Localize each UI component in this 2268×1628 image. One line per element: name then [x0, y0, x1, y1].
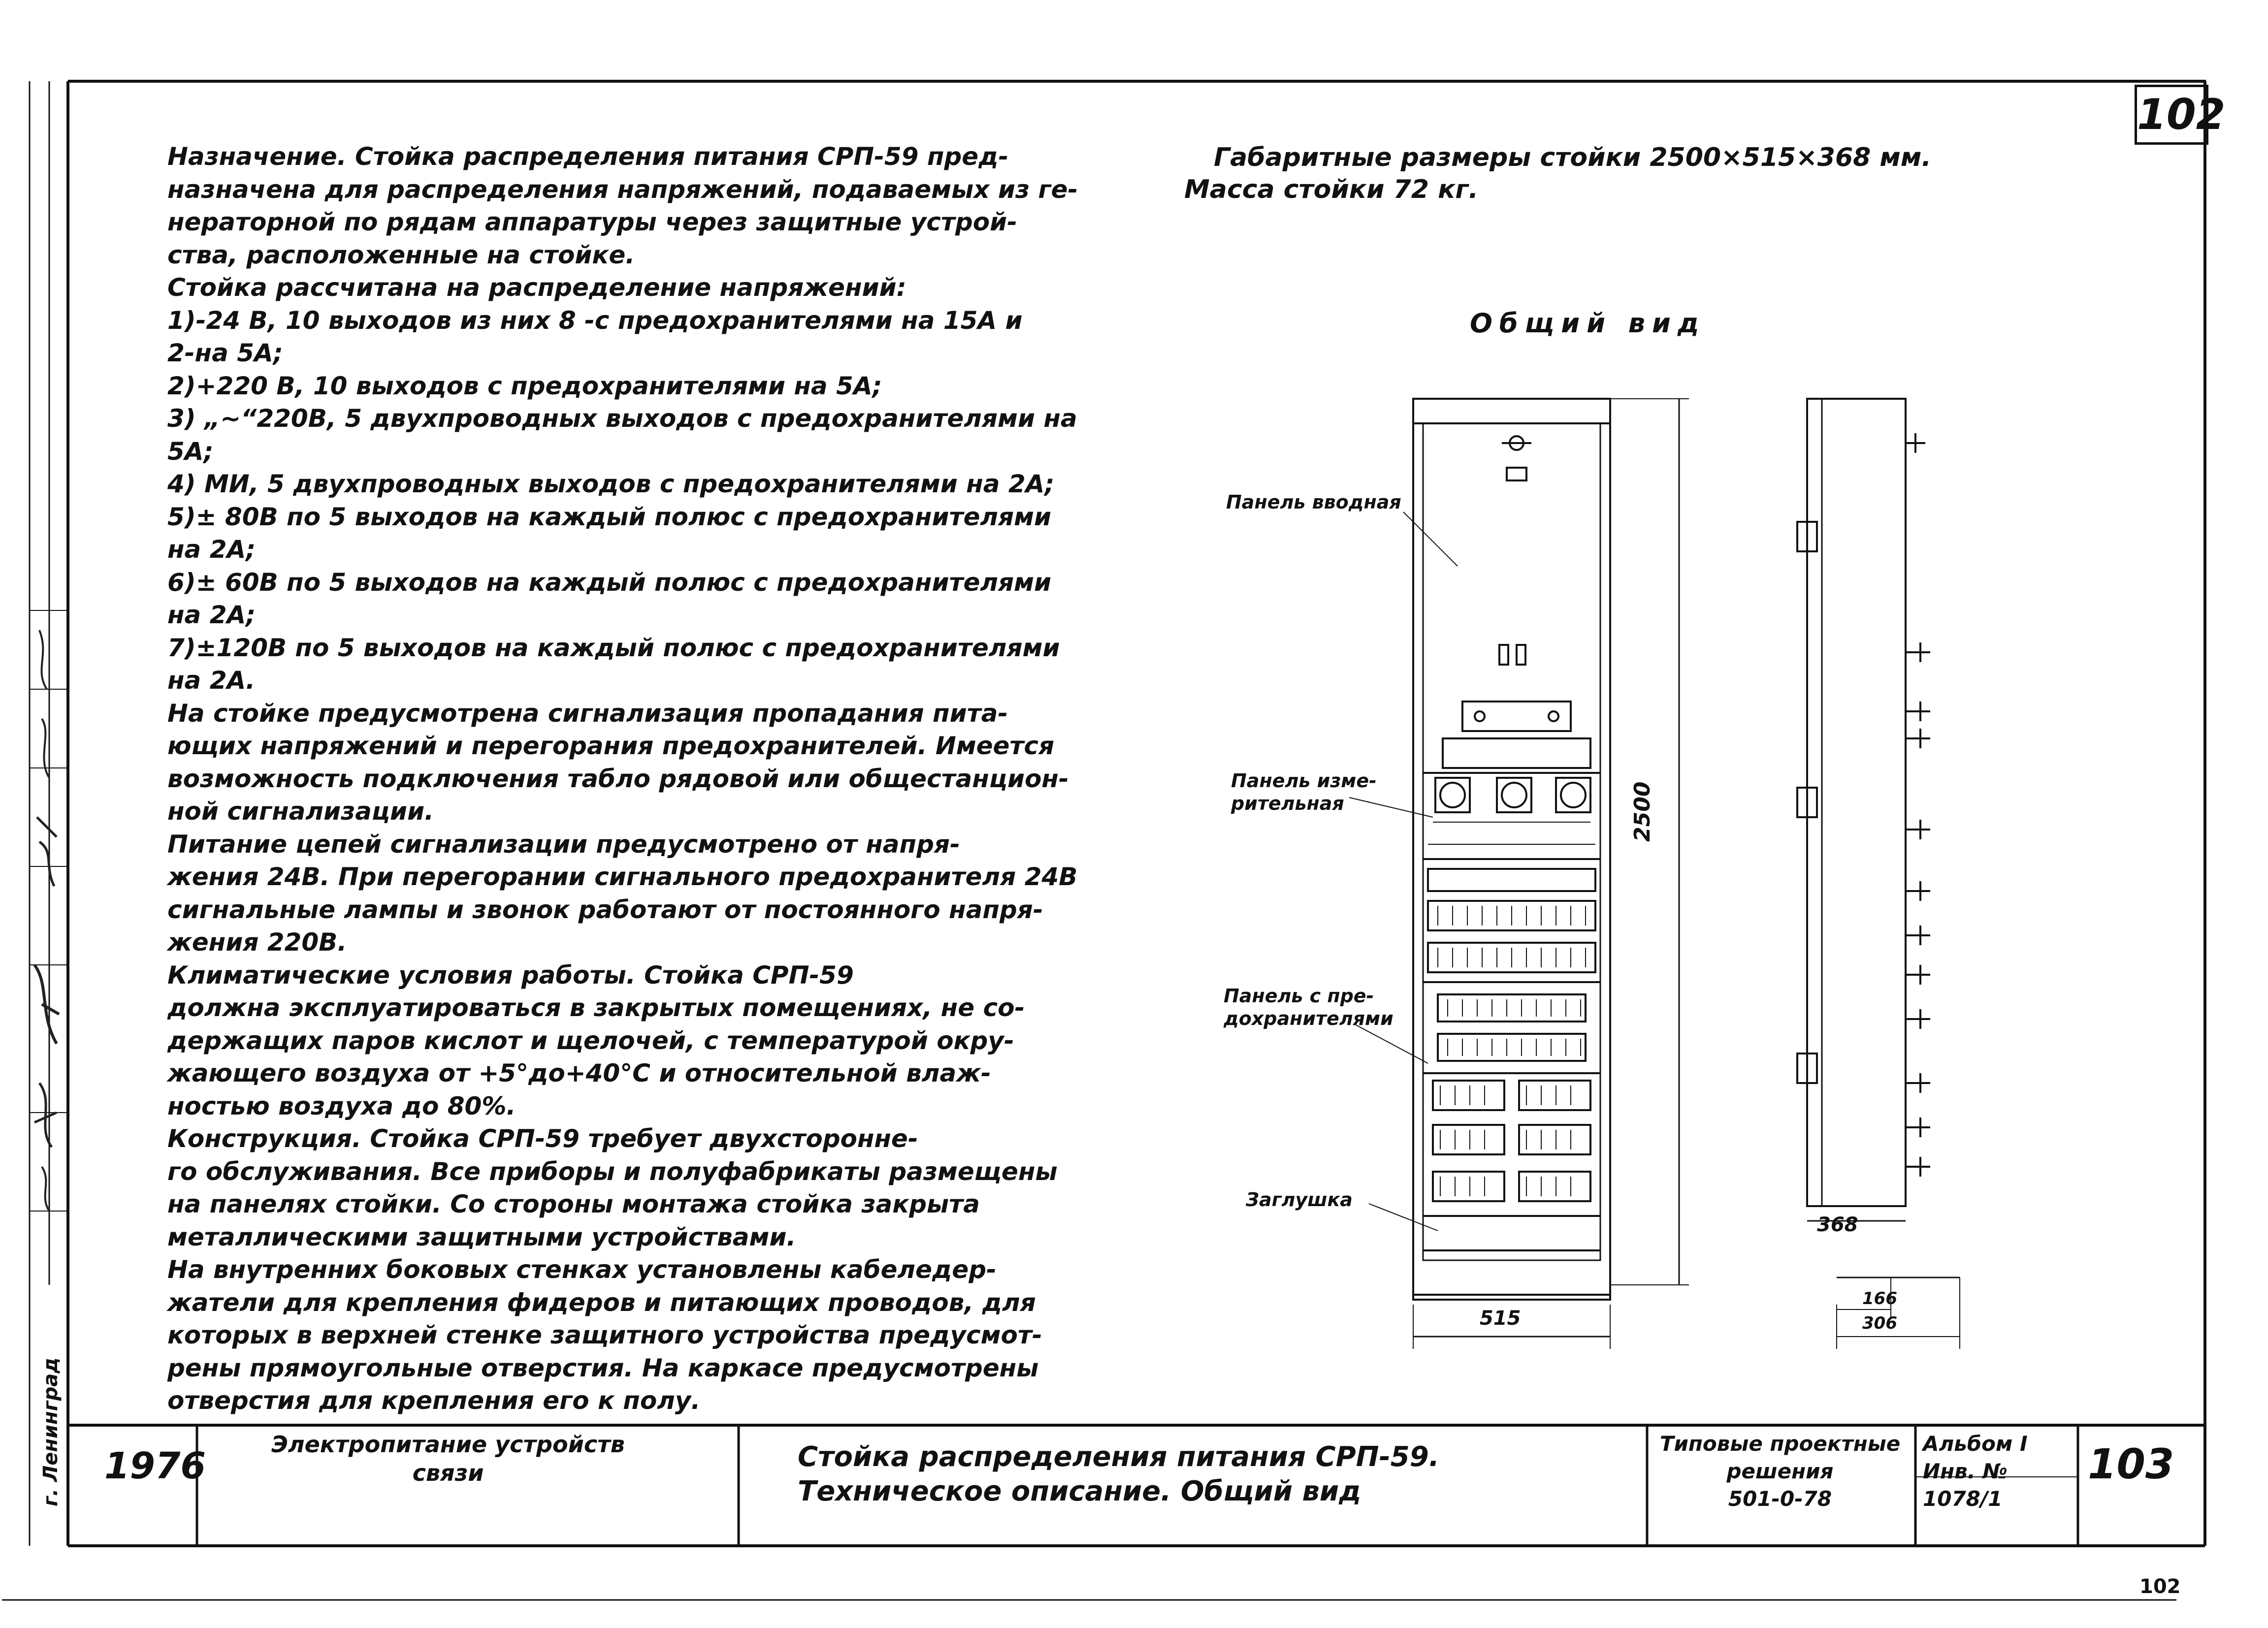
callout-input-panel: Панель вводная	[1226, 491, 1401, 513]
page-number-top: 102	[2135, 85, 2208, 145]
callout-plug: Заглушка	[1246, 1189, 1353, 1211]
rack-front-frame	[1413, 399, 1610, 1295]
title-block-standard: Типовые проектные решения 501-0-78	[1659, 1432, 1901, 1511]
dimension-width: 515	[1480, 1307, 1521, 1330]
title-block-album: Альбом I Инв. № 1078/1	[1923, 1432, 2028, 1511]
description-text: Назначение. Стойка распределения питания СРП-59 пред- назначена для распределения напряжений, подаваемых из ге- нераторной по рядам аппаратуры через защитные устрой- ства, расположенные на стойке. Стойка рассчитана на распределение напряжений: 1)-24 В, 10 выходов из них 8 -с предохранителями на 15А и 2-на 5А; 2)+220 В, 10 выходов с предохранителями на 5А; 3) „~“220В, 5 двухпроводных выходов с предохранителями на 5А; 4) МИ, 5 двухпроводных выходов с предохранителями на 2А; 5)± 80В по 5 выходов на каждый полюс с предохранителями на 2А; 6)± 60В по 5 выходов на каждый полюс с предохранителями на 2А; 7)±120В по 5 выходов на каждый полюс с предохранителями на 2А. На стойке предусмотрена сигнализация пропадания пита- ющих напряжений и перегорания предохранителей. Имеется возможность подключения табло рядовой или общестанцион- ной сигнализации. Питание цепей сигнализации предусмотрено от напря- жения 24В. При перегорании сигнального предохранителя 24В сигнальные лампы и звонок работают от постоянного напря- жения 220В. Климатические условия работы. Стойка СРП-59 должна эксплуатироваться в закрытых помещениях, не со- держащих паров кислот и щелочей, с температурой окру- жающего воздуха от +5°до+40°С и относительной влаж- ностью воздуха до 80%. Конструкция. Стойка СРП-59 требует двухстороннe- го обслуживания. Все приборы и полуфабрикаты размещены на панелях стойки. Со стороны монтажа стойка закрыта металлическими защитными устройствами. На внутренних боковых стенках установлены кабеледер- жатели для крепления фидеров и питающих проводов, для которых в верхней стенке защитного устройства предусмот- рены прямоугольные отверстия. На каркасе предусмотрены отверстия для крепления его к полу.	[167, 142, 1078, 1415]
callout-fuse-panel: Панель с пре- дохранителями	[1224, 985, 1393, 1029]
title-block-section: Электропитание устройств связи	[271, 1431, 625, 1486]
callout-measuring-panel: Панель изме- рительная	[1231, 770, 1377, 814]
title-block-year: 1976	[104, 1445, 206, 1487]
dimension-inner-2: 306	[1862, 1313, 1897, 1333]
page-number-bottom: 102	[2139, 1575, 2181, 1598]
dimension-height: 2500	[1630, 781, 1655, 842]
rack-drawing	[1182, 384, 2019, 1359]
title-block-name: Стойка распределения питания СРП-59. Техническое описание. Общий вид	[798, 1441, 1439, 1507]
dimension-inner-1: 166	[1862, 1289, 1897, 1309]
fuse-panel-2	[1438, 994, 1586, 1021]
dimension-depth: 368	[1817, 1213, 1858, 1236]
fuse-panel-1	[1428, 869, 1595, 891]
signature-marks	[30, 610, 69, 1216]
title-block-sheet-number: 103	[2088, 1440, 2174, 1488]
margin-city: г. Ленинград	[39, 1357, 62, 1506]
view-title: Общий вид	[1470, 308, 1706, 339]
dimensions-line: Габаритные размеры стойки 2500×515×368 мм.	[1214, 143, 1932, 172]
mass-line: Масса стойки 72 кг.	[1184, 175, 1479, 204]
